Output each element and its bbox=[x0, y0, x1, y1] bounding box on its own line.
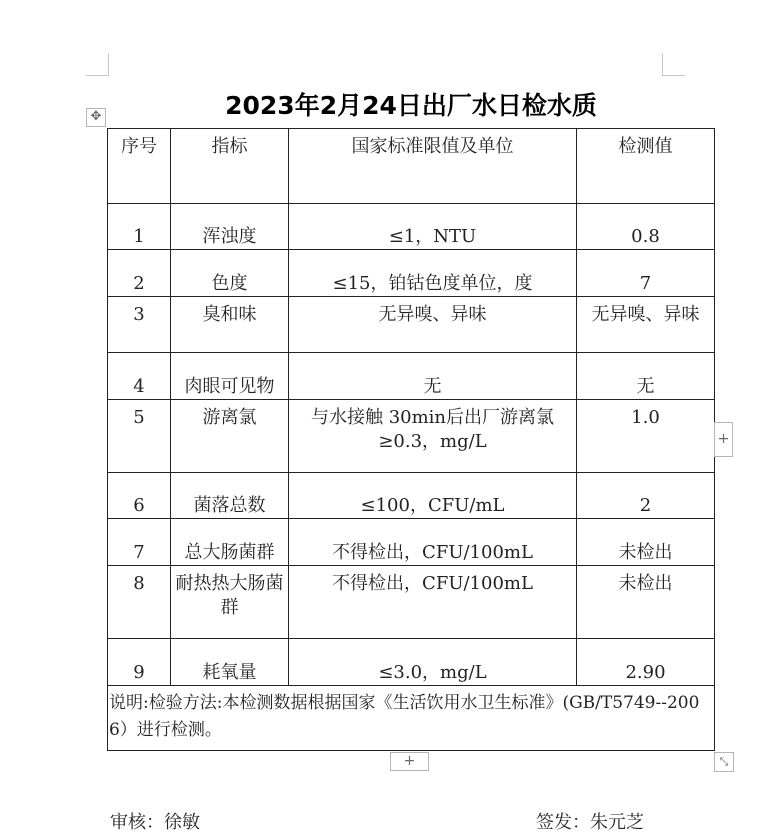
row-item: 臭和味 bbox=[171, 297, 289, 353]
table-row bbox=[108, 400, 715, 473]
note-text: 说明:检验方法:本检测数据根据国家《生活饮用水卫生标准》(GB/T5749--2006）进行检测。 bbox=[108, 686, 715, 751]
row-item: 游离氯 bbox=[171, 400, 289, 473]
document-title: 2023年2月24日出厂水日检水质 bbox=[225, 91, 597, 120]
row-limit: 与水接触 30min后出厂游离氯≥0.3，mg/L bbox=[289, 400, 577, 473]
row-no: 2 bbox=[108, 250, 171, 297]
table-row bbox=[108, 566, 715, 639]
table-move-icon[interactable]: ✥ bbox=[86, 108, 106, 127]
row-limit: 无 bbox=[289, 353, 577, 400]
row-limit: ≤100，CFU/mL bbox=[289, 473, 577, 519]
row-item: 耐热热大肠菌群 bbox=[171, 566, 289, 639]
reviewer-signature: 审核：徐敏 bbox=[110, 812, 200, 833]
row-no: 5 bbox=[108, 400, 171, 473]
row-item: 肉眼可见物 bbox=[171, 353, 289, 400]
row-value: 无 bbox=[577, 353, 715, 400]
row-limit: ≤1，NTU bbox=[289, 204, 577, 250]
row-limit: 不得检出，CFU/100mL bbox=[289, 566, 577, 639]
table-resize-icon[interactable]: ⤡ bbox=[714, 752, 734, 772]
row-no: 1 bbox=[108, 204, 171, 250]
note-row bbox=[108, 686, 715, 751]
row-value: 2.90 bbox=[577, 639, 715, 686]
table-row bbox=[108, 473, 715, 519]
header-item: 指标 bbox=[171, 129, 289, 204]
table-header-row bbox=[108, 129, 715, 204]
add-column-plus-icon[interactable]: + bbox=[714, 422, 733, 457]
row-limit: 无异嗅、异味 bbox=[289, 297, 577, 353]
row-value: 无异嗅、异味 bbox=[577, 297, 715, 353]
page-corner-top-left bbox=[86, 53, 109, 76]
row-no: 9 bbox=[108, 639, 171, 686]
row-item: 总大肠菌群 bbox=[171, 519, 289, 566]
header-limit: 国家标准限值及单位 bbox=[289, 129, 577, 204]
row-limit: ≤3.0，mg/L bbox=[289, 639, 577, 686]
add-row-plus-icon[interactable]: + bbox=[390, 752, 429, 771]
table-row bbox=[108, 639, 715, 686]
table-row bbox=[108, 519, 715, 566]
row-no: 7 bbox=[108, 519, 171, 566]
row-limit: 不得检出，CFU/100mL bbox=[289, 519, 577, 566]
water-quality-table bbox=[107, 128, 715, 751]
table-row bbox=[108, 250, 715, 297]
header-value: 检测值 bbox=[577, 129, 715, 204]
row-limit: ≤15，铂钴色度单位，度 bbox=[289, 250, 577, 297]
row-no: 4 bbox=[108, 353, 171, 400]
row-no: 8 bbox=[108, 566, 171, 639]
table-row bbox=[108, 297, 715, 353]
row-value: 未检出 bbox=[577, 566, 715, 639]
row-no: 3 bbox=[108, 297, 171, 353]
page-corner-top-right bbox=[662, 53, 685, 76]
row-item: 耗氧量 bbox=[171, 639, 289, 686]
row-item: 色度 bbox=[171, 250, 289, 297]
row-value: 0.8 bbox=[577, 204, 715, 250]
row-value: 1.0 bbox=[577, 400, 715, 473]
issuer-signature: 签发：朱元芝 bbox=[536, 812, 644, 833]
row-item: 菌落总数 bbox=[171, 473, 289, 519]
row-value: 未检出 bbox=[577, 519, 715, 566]
row-value: 7 bbox=[577, 250, 715, 297]
header-no: 序号 bbox=[108, 129, 171, 204]
table-row bbox=[108, 353, 715, 400]
row-value: 2 bbox=[577, 473, 715, 519]
table-row bbox=[108, 204, 715, 250]
row-item: 浑浊度 bbox=[171, 204, 289, 250]
row-no: 6 bbox=[108, 473, 171, 519]
